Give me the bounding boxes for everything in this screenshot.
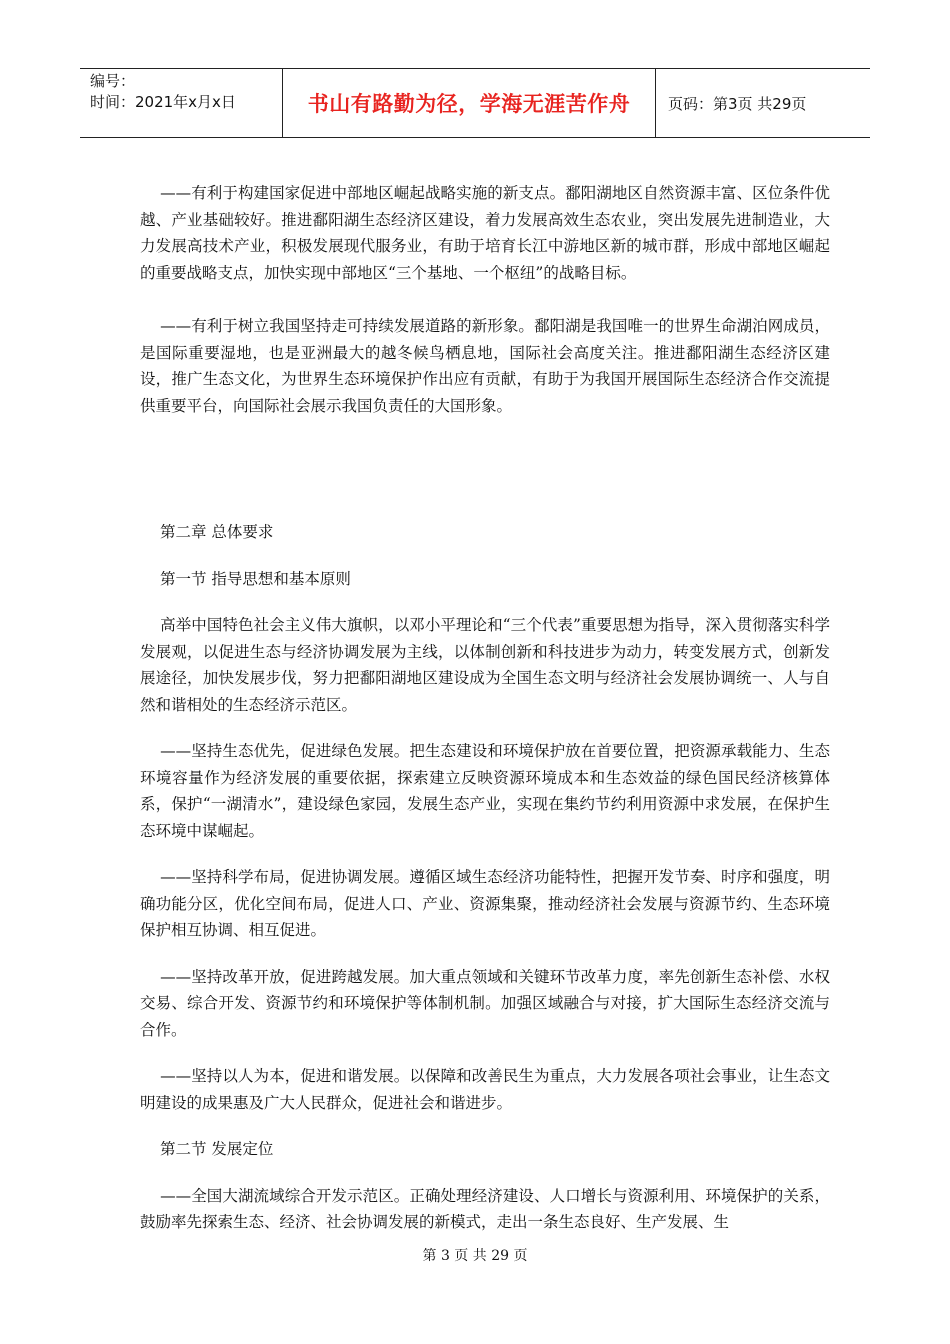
paragraph-scientific-layout: ——坚持科学布局，促进协调发展。遵循区域生态经济功能特性，把握开发节奏、时序和强度，明确功能分区，优化空间布局，促进人口、产业、资源集聚，推动经济社会发展与资源节约、生态环境保护相互协调、相互促进。 bbox=[140, 868, 830, 939]
paragraph-sustainable-image: ——有利于树立我国坚持走可持续发展道路的新形象。鄱阳湖是我国唯一的世界生命湖泊网成员，是国际重要湿地，也是亚洲最大的越冬候鸟栖息地，国际社会高度关注。推进鄱阳湖生态经济区建设，推广生态文化，为世界生态环境保护作出应有贡献，有助于为我国开展国际生态经济合作交流提供重要平台，向国际社会展示我国负责任的大国形象。 bbox=[140, 317, 830, 415]
paragraph-central-rise: ——有利于构建国家促进中部地区崛起战略实施的新支点。鄱阳湖地区自然资源丰富、区位条件优越、产业基础较好。推进鄱阳湖生态经济区建设，着力发展高效生态农业，突出发展先进制造业，大力发展高技术产业，积极发展现代服务业，有助于培育长江中游地区新的城市群，形成中部地区崛起的重要战略支点，加快实现中部地区“三个基地、一个枢纽”的战略目标。 bbox=[140, 184, 830, 282]
serial-number-label: 编号： bbox=[90, 72, 136, 90]
chapter-heading: 第二章 总体要求 bbox=[160, 523, 274, 541]
section-heading-principles: 第一节 指导思想和基本原则 bbox=[160, 569, 351, 588]
page-footer: 第 3 页 共 29 页 bbox=[422, 1248, 528, 1264]
header-page-code: 页码：第3页 共29页 bbox=[668, 94, 807, 113]
paragraph-lake-basin-demo: ——全国大湖流域综合开发示范区。正确处理经济建设、人口增长与资源利用、环境保护的关系，鼓励率先探索生态、经济、社会协调发展的新模式，走出一条生态良好、生产发展、生 bbox=[140, 1186, 830, 1231]
page-header bbox=[80, 68, 870, 138]
header-motto: 书山有路勤为径，学海无涯苦作舟 bbox=[283, 69, 656, 137]
paragraph-guiding-thought: 高举中国特色社会主义伟大旗帜，以邓小平理论和“三个代表”重要思想为指导，深入贯彻落实科学发展观，以促进生态与经济协调发展为主线，以体制创新和科技进步为动力，转变发展方式，创新发展途径，加快发展步伐，努力把鄱阳湖地区建设成为全国生态文明与经济社会发展协调统一、人与自然和谐相处的生态经济示范区。 bbox=[140, 616, 830, 714]
document-body bbox=[140, 180, 830, 1236]
paragraph-reform-opening: ——坚持改革开放，促进跨越发展。加大重点领域和关键环节改革力度，率先创新生态补偿、水权交易、综合开发、资源节约和环境保护等体制机制。加强区域融合与对接，扩大国际生态经济交流与合作。 bbox=[140, 967, 830, 1039]
header-meta bbox=[80, 69, 283, 137]
paragraph-people-oriented: ——坚持以人为本，促进和谐发展。以保障和改善民生为重点，大力发展各项社会事业，让生态文明建设的成果惠及广大人民群众，促进社会和谐进步。 bbox=[140, 1067, 830, 1112]
date-label: 时间：2021年x月x日 bbox=[90, 93, 236, 111]
section-heading-positioning: 第二节 发展定位 bbox=[160, 1140, 274, 1158]
paragraph-ecology-first: ——坚持生态优先，促进绿色发展。把生态建设和环境保护放在首要位置，把资源承载能力、生态环境容量作为经济发展的重要依据，探索建立反映资源环境成本和生态效益的绿色国民经济核算体系，保护“一湖清水”，建设绿色家园，发展生态产业，实现在集约节约利用资源中求发展，在保护生态环境中谋崛起。 bbox=[140, 742, 830, 840]
